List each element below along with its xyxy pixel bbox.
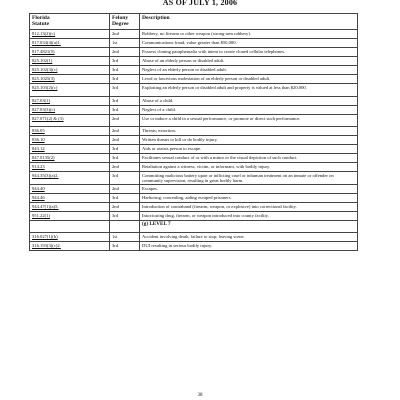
description-cell: Written threats to kill or do bodily injury. [140,136,358,145]
degree-cell: 3rd [110,66,140,75]
degree-cell: 3rd [110,75,140,84]
statute-cell: 951.22(1) [30,211,110,220]
statute-cell: 825.102(3)(c) [30,66,110,75]
statute-cell: 843.12 [30,145,110,154]
page-heading: AS OF JULY 1, 2006 [162,0,238,7]
table-row [30,154,358,163]
table-row [30,163,358,172]
table-row [30,172,358,185]
description-cell: Aids or assists person to escape. [140,145,358,154]
statute-cell: 827.03(3)(c) [30,105,110,114]
offense-severity-table [29,13,358,251]
table-row [30,136,358,145]
degree-column-header: Felony Degree [110,14,140,30]
statute-cell: 316.027(1)(b) [30,232,110,241]
table-row [30,127,358,136]
statute-cell: 812.13(2)(c) [30,30,110,39]
statute-cell: 817.034(4)(a)1. [30,39,110,48]
table-row [30,96,358,105]
description-cell: Facilitates sexual conduct of or with a minor or the visual depiction of such conduct. [140,154,358,163]
table-row [30,114,358,127]
table-row [30,48,358,57]
degree-cell: 2nd [110,163,140,172]
table-body-level-6 [30,30,358,221]
description-column-header: Description [140,14,358,30]
degree-cell: 1st [110,39,140,48]
statute-column-header: Florida Statute [30,14,110,30]
level-7-label: (g) LEVEL 7 [140,220,358,232]
degree-cell: 3rd [110,154,140,163]
level-spacer-cell [110,220,140,232]
statute-cell: 944.46 [30,193,110,202]
description-cell: Intoxicating drug, firearm, or weapon introduced into county facility. [140,211,358,220]
degree-cell: 2nd [110,48,140,57]
level-spacer-cell [30,220,110,232]
statute-cell: 827.071(2) & (3) [30,114,110,127]
description-cell: Introduction of contraband (firearm, weapon, or explosive) into correctional facility. [140,202,358,211]
description-cell: Harboring, concealing, aiding escaped prisoners. [140,193,358,202]
statute-cell: 827.03(1) [30,96,110,105]
description-cell: Retaliation against a witness, victim, or informant, with bodily injury. [140,163,358,172]
degree-cell: 3rd [110,241,140,250]
table-row [30,184,358,193]
degree-cell: 2nd [110,184,140,193]
degree-cell: 2nd [110,30,140,39]
table-row [30,193,358,202]
degree-cell: 3rd [110,211,140,220]
description-cell: Accident involving death, failure to stop; leaving scene. [140,232,358,241]
table-row [30,145,358,154]
degree-cell: 3rd [110,145,140,154]
description-cell: Abuse of an elderly person or disabled adult. [140,57,358,66]
table-header-row [30,14,358,30]
degree-cell: 2nd [110,114,140,127]
offense-table-container [29,13,357,251]
statute-cell: 825.102(1) [30,57,110,66]
degree-cell: 3rd [110,57,140,66]
table-row [30,66,358,75]
statute-cell: 944.35(3)(a)2. [30,172,110,185]
statute-cell: 914.23 [30,163,110,172]
description-cell: Robbery, no firearm or other weapon (strong-arm robbery). [140,30,358,39]
table-row [30,202,358,211]
level-7-section [30,220,358,232]
table-row [30,30,358,39]
table-row [30,211,358,220]
statute-cell: 847.0135(2) [30,154,110,163]
description-cell: Abuse of a child. [140,96,358,105]
statute-cell: 836.05 [30,127,110,136]
degree-cell: 3rd [110,105,140,114]
table-row [30,39,358,48]
statute-cell: 817.4821(5) [30,48,110,57]
statute-cell: 316.193(3)(c)2. [30,241,110,250]
description-cell: Threats; extortion. [140,127,358,136]
table-row [30,84,358,97]
degree-cell: 3rd [110,193,140,202]
page-number: 38 [197,393,203,398]
statute-cell: 944.47(1)(a)5. [30,202,110,211]
level-heading-row [30,220,358,232]
degree-cell: 3rd [110,84,140,97]
description-cell: DUI resulting in serious bodily injury. [140,241,358,250]
table-row [30,232,358,241]
statute-cell: 836.10 [30,136,110,145]
statute-cell: 825.1025(3) [30,75,110,84]
description-cell: Use or induce a child in a sexual performance, or promote or direct such performance. [140,114,358,127]
table-row [30,57,358,66]
degree-cell: 1st [110,232,140,241]
description-cell: Communications fraud, value greater than $50,000. [140,39,358,48]
description-cell: Possess cloning paraphernalia with intent to create cloned cellular telephones. [140,48,358,57]
degree-cell: 2nd [110,127,140,136]
description-cell: Neglect of an elderly person or disabled adult. [140,66,358,75]
degree-cell: 3rd [110,96,140,105]
table-row [30,105,358,114]
description-cell: Exploiting an elderly person or disabled adult and property is valued at less than $20,000. [140,84,358,97]
degree-cell: 2nd [110,136,140,145]
description-cell: Committing malicious battery upon or inflicting cruel or inhuman treatment on an inmate or offender on community supervision, resulting in great bodily harm. [140,172,358,185]
table-row [30,75,358,84]
degree-cell: 2nd [110,202,140,211]
degree-cell: 3rd [110,172,140,185]
description-cell: Neglect of a child. [140,105,358,114]
table-row [30,241,358,250]
statute-cell: 825.103(2)(c) [30,84,110,97]
statute-cell: 944.40 [30,184,110,193]
description-cell: Lewd or lascivious molestation of an elderly person or disabled adult. [140,75,358,84]
table-body-level-7 [30,232,358,250]
description-cell: Escapes. [140,184,358,193]
